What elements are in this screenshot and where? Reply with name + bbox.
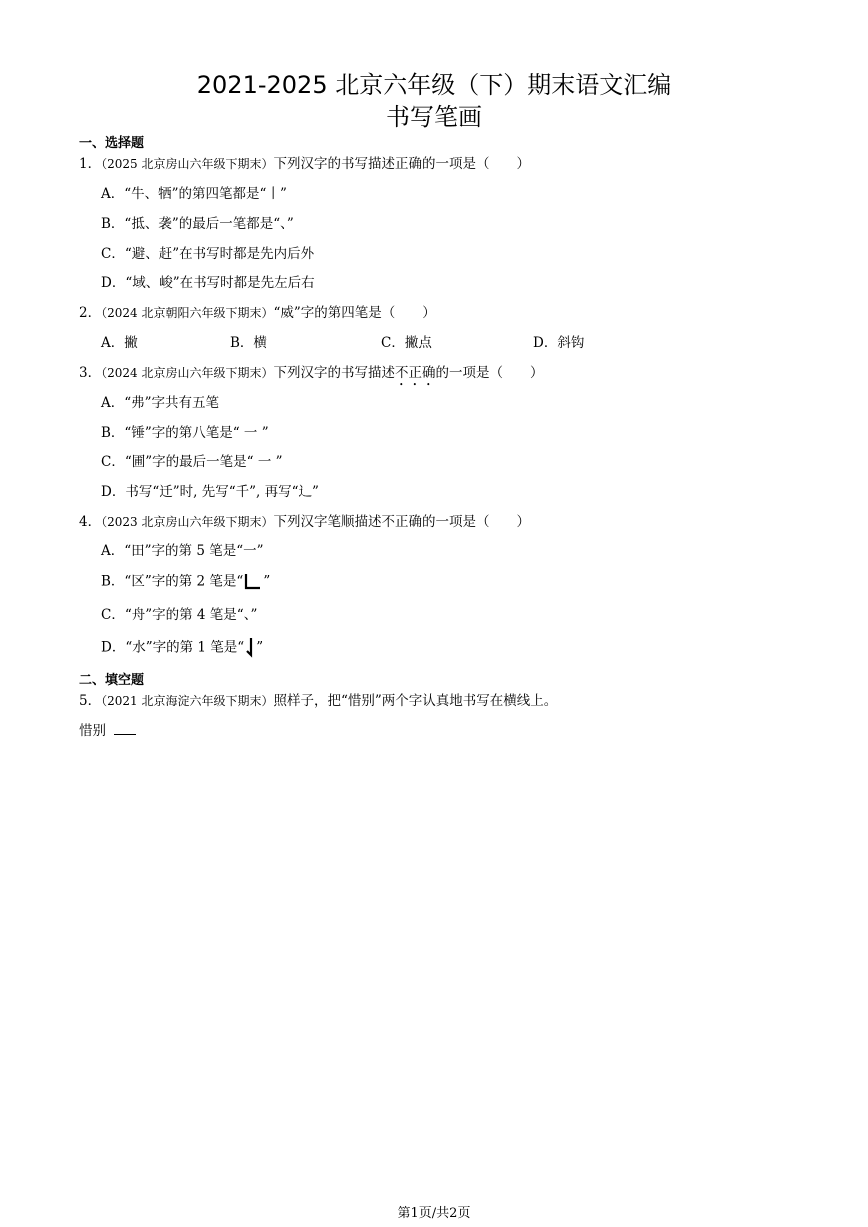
option-3a: A．“弗”字共有五笔 <box>101 395 220 411</box>
question-source: （2024 北京房山六年级下期末） <box>101 366 274 380</box>
options-row-2 <box>101 334 621 352</box>
question-stem-end: 的一项是（ ） <box>435 365 544 381</box>
option-1c: C．“避、赶”在书写时都是先内后外 <box>101 246 315 262</box>
question-5 <box>79 692 557 710</box>
option-2a: A．撇 <box>101 335 138 351</box>
writing-sample: 惜别 <box>79 723 106 739</box>
option-4d-close: ” <box>256 639 264 656</box>
question-stem: 下列汉字的书写描述正确的一项是（ ） <box>273 156 530 172</box>
question-stem: 照样子，把“惜别”两个字认真地书写在横线上。 <box>273 693 558 709</box>
question-2 <box>79 304 436 322</box>
option-2b: B．横 <box>230 335 267 351</box>
question-source: （2021 北京海淀六年级下期末） <box>101 694 274 708</box>
writing-sample-row <box>79 722 136 740</box>
option-4b-text: B．“区”字的第 2 笔是“ <box>101 573 244 590</box>
option-4c: C．“舟”字的第 4 笔是“、” <box>101 607 258 623</box>
question-1 <box>79 155 530 173</box>
option-2d: D．斜钩 <box>533 335 585 351</box>
question-stem: 下列汉字的书写描述 <box>273 365 395 381</box>
question-4 <box>79 513 530 531</box>
option-4a: A．“田”字的第 5 笔是“一” <box>101 543 264 559</box>
question-3 <box>79 364 543 389</box>
document-subtitle: 书写笔画 <box>386 103 482 131</box>
option-4b-close: ” <box>263 573 271 590</box>
question-source: （2024 北京朝阳六年级下期末） <box>101 306 274 320</box>
question-source: （2023 北京房山六年级下期末） <box>101 515 274 529</box>
question-number: 5． <box>79 693 102 709</box>
document-title: 2021-2025 北京六年级（下）期末语文汇编 <box>196 71 672 99</box>
option-3d: D．书写“迁”时, 先写“千”, 再写“辶” <box>101 484 319 500</box>
question-number: 2． <box>79 305 102 321</box>
option-4d <box>101 637 263 659</box>
emphasized-text: 不正确 <box>394 365 436 381</box>
answer-blank[interactable] <box>114 722 136 735</box>
option-1d: D．“域、峻”在书写时都是先左后右 <box>101 275 315 291</box>
question-number: 1． <box>79 156 102 172</box>
question-stem: “威”字的第四笔是（ ） <box>273 305 436 321</box>
option-1b: B．“抵、袭”的最后一笔都是“、” <box>101 216 294 232</box>
stroke-vertical-turn-icon <box>243 572 263 592</box>
question-source: （2025 北京房山六年级下期末） <box>101 157 274 171</box>
option-3b: B．“锤”字的第八笔是“ 一 ” <box>101 425 269 441</box>
question-number: 3． <box>79 365 102 381</box>
option-4b <box>101 572 270 592</box>
option-2c: C．撇点 <box>381 335 432 351</box>
question-stem: 下列汉字笔顺描述不正确的一项是（ ） <box>273 514 530 530</box>
option-4d-text: D．“水”字的第 1 笔是“ <box>101 639 245 656</box>
page-footer: 第1页/共2页 <box>397 1206 471 1221</box>
section-heading-fill: 二、填空题 <box>79 673 145 688</box>
option-1a: A．“牛、牺”的第四笔都是“丨” <box>101 186 287 202</box>
section-heading-choice: 一、选择题 <box>79 136 145 151</box>
question-number: 4． <box>79 514 102 530</box>
stroke-vertical-hook-icon <box>244 637 256 659</box>
option-3c: C．“圃”字的最后一笔是“ 一 ” <box>101 454 283 470</box>
